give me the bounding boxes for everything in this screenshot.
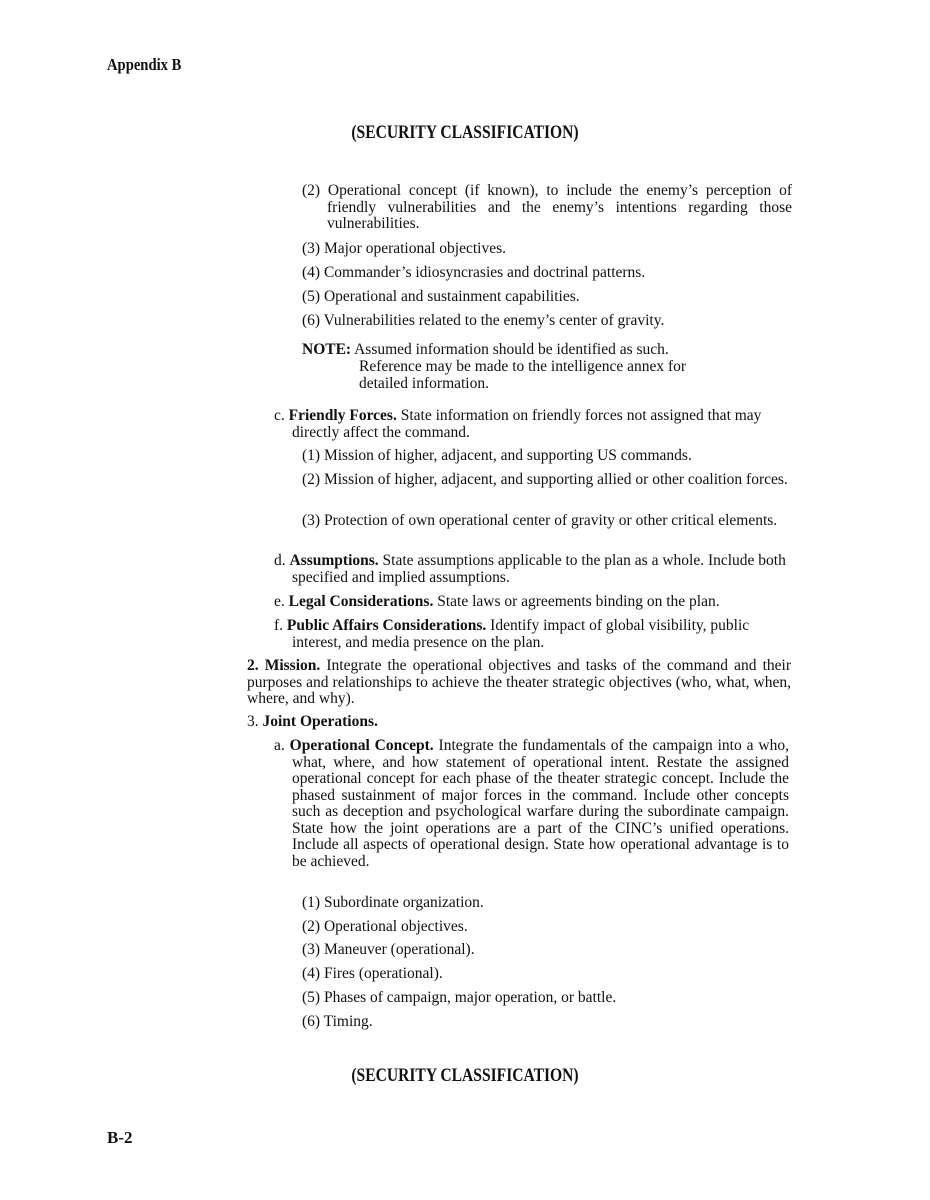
list-item: (6) Timing. (302, 1013, 373, 1030)
list-item: (4) Fires (operational). (302, 965, 443, 982)
list-item: (2) Operational objectives. (302, 918, 468, 935)
list-item: (3) Maneuver (operational). (302, 941, 475, 958)
security-classification-bottom: (SECURITY CLASSIFICATION) (351, 1065, 579, 1086)
note-label: NOTE: (302, 341, 352, 358)
page-number: B-2 (107, 1128, 133, 1147)
list-item: (4) Commander’s idiosyncrasies and doctrinal patterns. (302, 264, 646, 281)
list-item: (5) Phases of campaign, major operation, or battle. (302, 989, 617, 1006)
para-prefix: c. (274, 407, 289, 424)
operational-concept-paragraph (274, 737, 789, 870)
mission-title: 2. Mission. (247, 657, 321, 674)
para-prefix: f. (274, 617, 287, 634)
friendly-forces-title: Friendly Forces. (288, 407, 397, 424)
assumptions-paragraph (274, 552, 790, 586)
legal-paragraph (274, 594, 794, 611)
operational-concept-title: Operational Concept. (289, 737, 434, 754)
friendly-forces-paragraph (274, 407, 790, 441)
legal-title: Legal Considerations. (288, 593, 434, 610)
list-item: (1) Subordinate organization. (302, 894, 484, 911)
list-item: (2) Operational concept (if known), to include the enemy’s perception of friendly vulnerabilities and the enemy’s intentions regarding those vulnerabilities. (302, 182, 792, 232)
public-affairs-text: Identify impact of global visibility, public interest, and media presence on the plan. (292, 617, 750, 651)
list-item: (5) Operational and sustainment capabilities. (302, 288, 580, 305)
list-item: (6) Vulnerabilities related to the enemy’s center of gravity. (302, 312, 665, 329)
friendly-forces-text: State information on friendly forces not assigned that may directly affect the command. (292, 407, 762, 441)
assumptions-text: State assumptions applicable to the plan as a whole. Include both specified and implied assumptions. (292, 552, 786, 586)
para-prefix: 3. (247, 713, 263, 730)
mission-text: Integrate the operational objectives and tasks of the command and their purposes and relationships to achieve the theater strategic objectives (who, what, when, where, and why). (247, 657, 791, 707)
operational-concept-text: Integrate the fundamentals of the campaign into a who, what, where, and how statement of operational intent. Restate the assigned operational concept for each phase of the theater strategic concept. Include the phased sustainment of major forces in the command. Include other concepts such as deception and psychological warfare during the subordinate campaign. State how the joint operations are a part of the CINC’s unified operations. Include all aspects of operational design. State how operational advantage is to be achieved. (292, 737, 789, 870)
legal-text: State laws or agreements binding on the plan. (433, 593, 720, 610)
assumptions-title: Assumptions. (289, 552, 379, 569)
mission-paragraph (247, 658, 791, 708)
para-prefix: a. (274, 737, 290, 754)
public-affairs-title: Public Affairs Considerations. (286, 617, 487, 634)
note-line-3: detailed information. (359, 375, 489, 392)
para-prefix: e. (274, 593, 289, 610)
public-affairs-paragraph (274, 617, 792, 651)
security-classification-top: (SECURITY CLASSIFICATION) (351, 122, 579, 143)
note-text-1: Assumed information should be identified as such. (351, 341, 669, 358)
running-header: Appendix B (107, 55, 182, 74)
note-line-2: Reference may be made to the intelligence annex for (359, 358, 687, 375)
list-item: (3) Protection of own operational center of gravity or other critical elements. (302, 512, 778, 529)
para-prefix: d. (274, 552, 290, 569)
joint-operations-heading (247, 714, 647, 731)
note-line-1 (302, 342, 802, 359)
list-item: (1) Mission of higher, adjacent, and supporting US commands. (302, 447, 692, 464)
joint-operations-title: Joint Operations. (262, 713, 378, 730)
list-item: (3) Major operational objectives. (302, 240, 507, 257)
list-item: (2) Mission of higher, adjacent, and supporting allied or other coalition forces. (302, 471, 788, 488)
